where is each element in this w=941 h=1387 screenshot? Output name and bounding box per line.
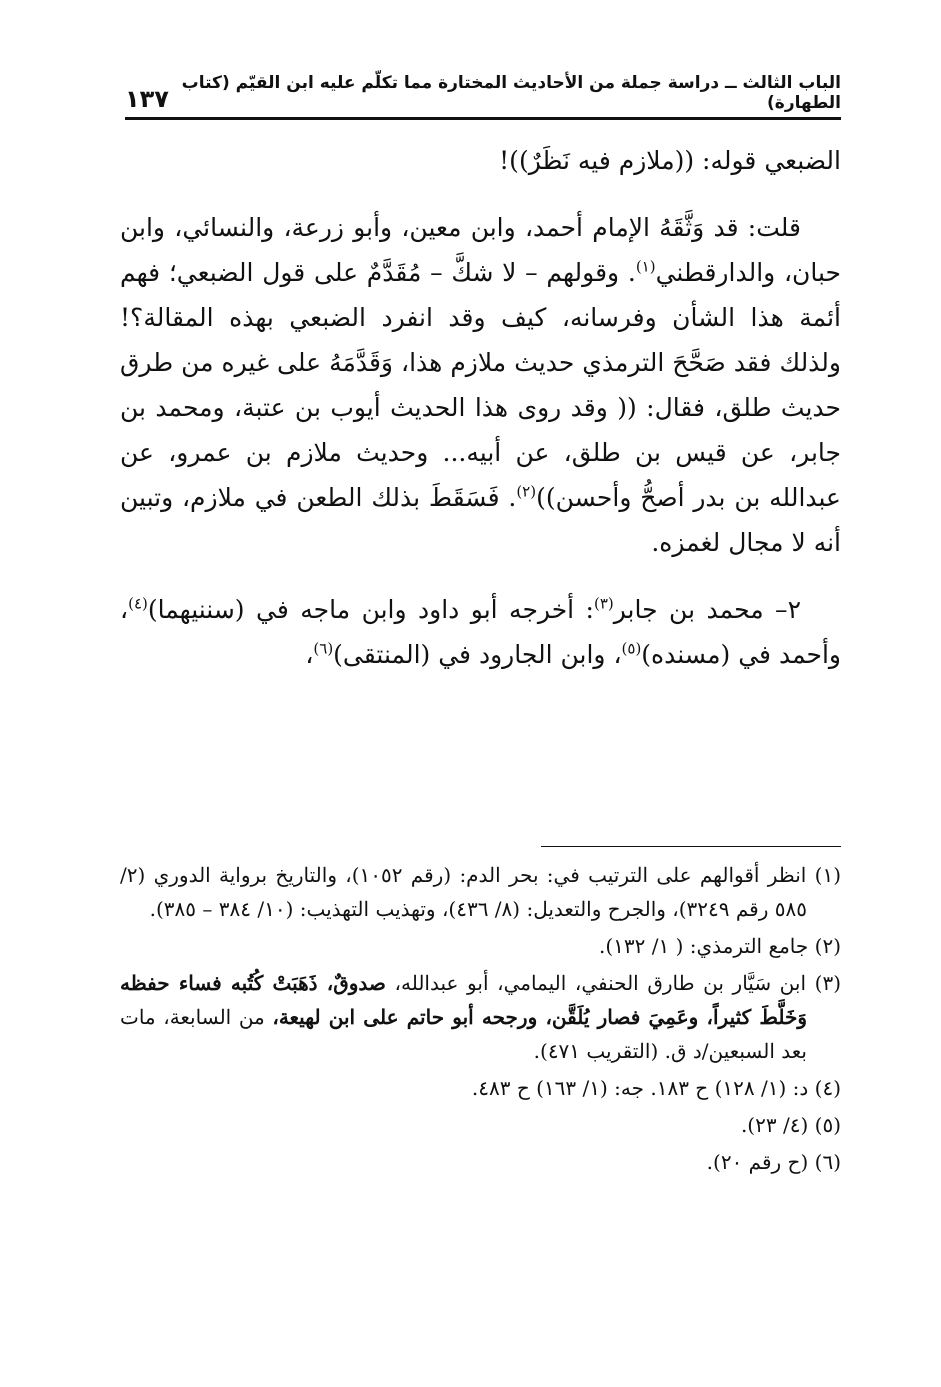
running-header (125, 73, 841, 120)
footnote-4: (٤) د: (١/ ١٢٨) ح ١٨٣. جه: (١/ ١٦٣) ح ٤٨٣. (471, 1076, 841, 1100)
paragraph-3-text-d: ، وابن الجارود في (المنتقى) (333, 640, 622, 669)
footnote-ref-6: (٦) (313, 639, 334, 658)
footnote-ref-4: (٤) (128, 594, 148, 613)
footnote-divider (541, 846, 841, 847)
paragraph-2-text-a: قلت: قد وَثَّقَهُ الإمام أحمد، وابن معين، وأبو زرعة، والنسائي، وابن حبان، والدارقطني (120, 213, 841, 287)
paragraph-2-text-b: . وقولهم – لا شكَّ – مُقَدَّمٌ على قول الضبعي؛ فهم أئمة هذا الشأن وفرسانه، كيف وقد انفرد الضبعي بهذه المقالة؟! ولذلك فقد صَحَّحَ الترمذي حديث ملازم هذا، وَقَدَّمَهُ على غيره من طرق حديث طلق، فقال: (( وقد روى هذا الحديث أيوب بن عتبة، ومحمد بن جابر، عن قيس بن طلق، عن أبيه... وحديث ملازم بن عمرو، عن عبدالله بن بدر أصحُّ وأحسن)) (120, 258, 841, 512)
page-number: ١٣٧ (125, 85, 169, 113)
footnote-ref-1: (١) (635, 257, 656, 276)
footnote-3-bold: صدوقٌ، ذَهَبَتْ كُتُبه فساء حفظه وَخَلَّطَ كثيراً، وعَمِيَ فصار يُلَقَّن، ورجحه أبو حاتم على ابن لهيعة، (120, 971, 807, 1029)
footnote-ref-5: (٥) (621, 639, 642, 658)
paragraph-2 (120, 205, 841, 565)
footnote-ref-3: (٣) (593, 594, 614, 613)
footnote-ref-2: (٢) (516, 482, 537, 501)
main-text (120, 138, 841, 677)
paragraph-3-text-b: : أخرجه أبو داود وابن ماجه في (سننيهما) (147, 595, 594, 624)
paragraph-1-text: الضبعي قوله: ((ملازم فيه نَظَرٌ))! (499, 146, 841, 175)
footnote-3-text-a: (٣) ابن سَيَّار بن طارق الحنفي، اليمامي، أبو عبدالله، (385, 971, 842, 995)
paragraph-3 (120, 587, 841, 677)
footnote-3-text-b: من السابعة، مات بعد السبعين/د ق. (التقريب ٤٧١). (120, 1005, 807, 1063)
footnote-2: (٢) جامع الترمذي: ( ١/ ١٣٢). (598, 934, 841, 958)
header-title: الباب الثالث ــ دراسة جملة من الأحاديث المختارة مما تكلّم عليه ابن القيّم (كتاب الطهارة) (181, 73, 841, 113)
paragraph-1 (120, 138, 841, 183)
paragraph-3-text-e: ، (305, 640, 314, 669)
footnote-1: (١) انظر أقوالهم على الترتيب في: بحر الدم: (رقم ١٠٥٢)، والتاريخ برواية الدوري (٢/ ٥٨٥ رقم ٣٢٤٩)، والجرح والتعديل: (٨/ ٤٣٦)، وتهذيب التهذيب: (١٠/ ٣٨٤ – ٣٨٥). (120, 863, 841, 921)
footnotes (120, 858, 841, 1182)
paragraph-3-text-c: ، وأحمد في (مسنده) (120, 595, 841, 669)
footnote-5: (٥) (٤/ ٢٣). (740, 1113, 841, 1137)
paragraph-3-text-a: ٢– محمد بن جابر (613, 595, 801, 624)
paragraph-2-text-c: . فَسَقَطَ بذلك الطعن في ملازم، وتبين أنه لا مجال لغمزه. (120, 483, 841, 557)
footnote-6: (٦) (ح رقم ٢٠). (706, 1150, 841, 1174)
footnote-3 (120, 966, 841, 1068)
